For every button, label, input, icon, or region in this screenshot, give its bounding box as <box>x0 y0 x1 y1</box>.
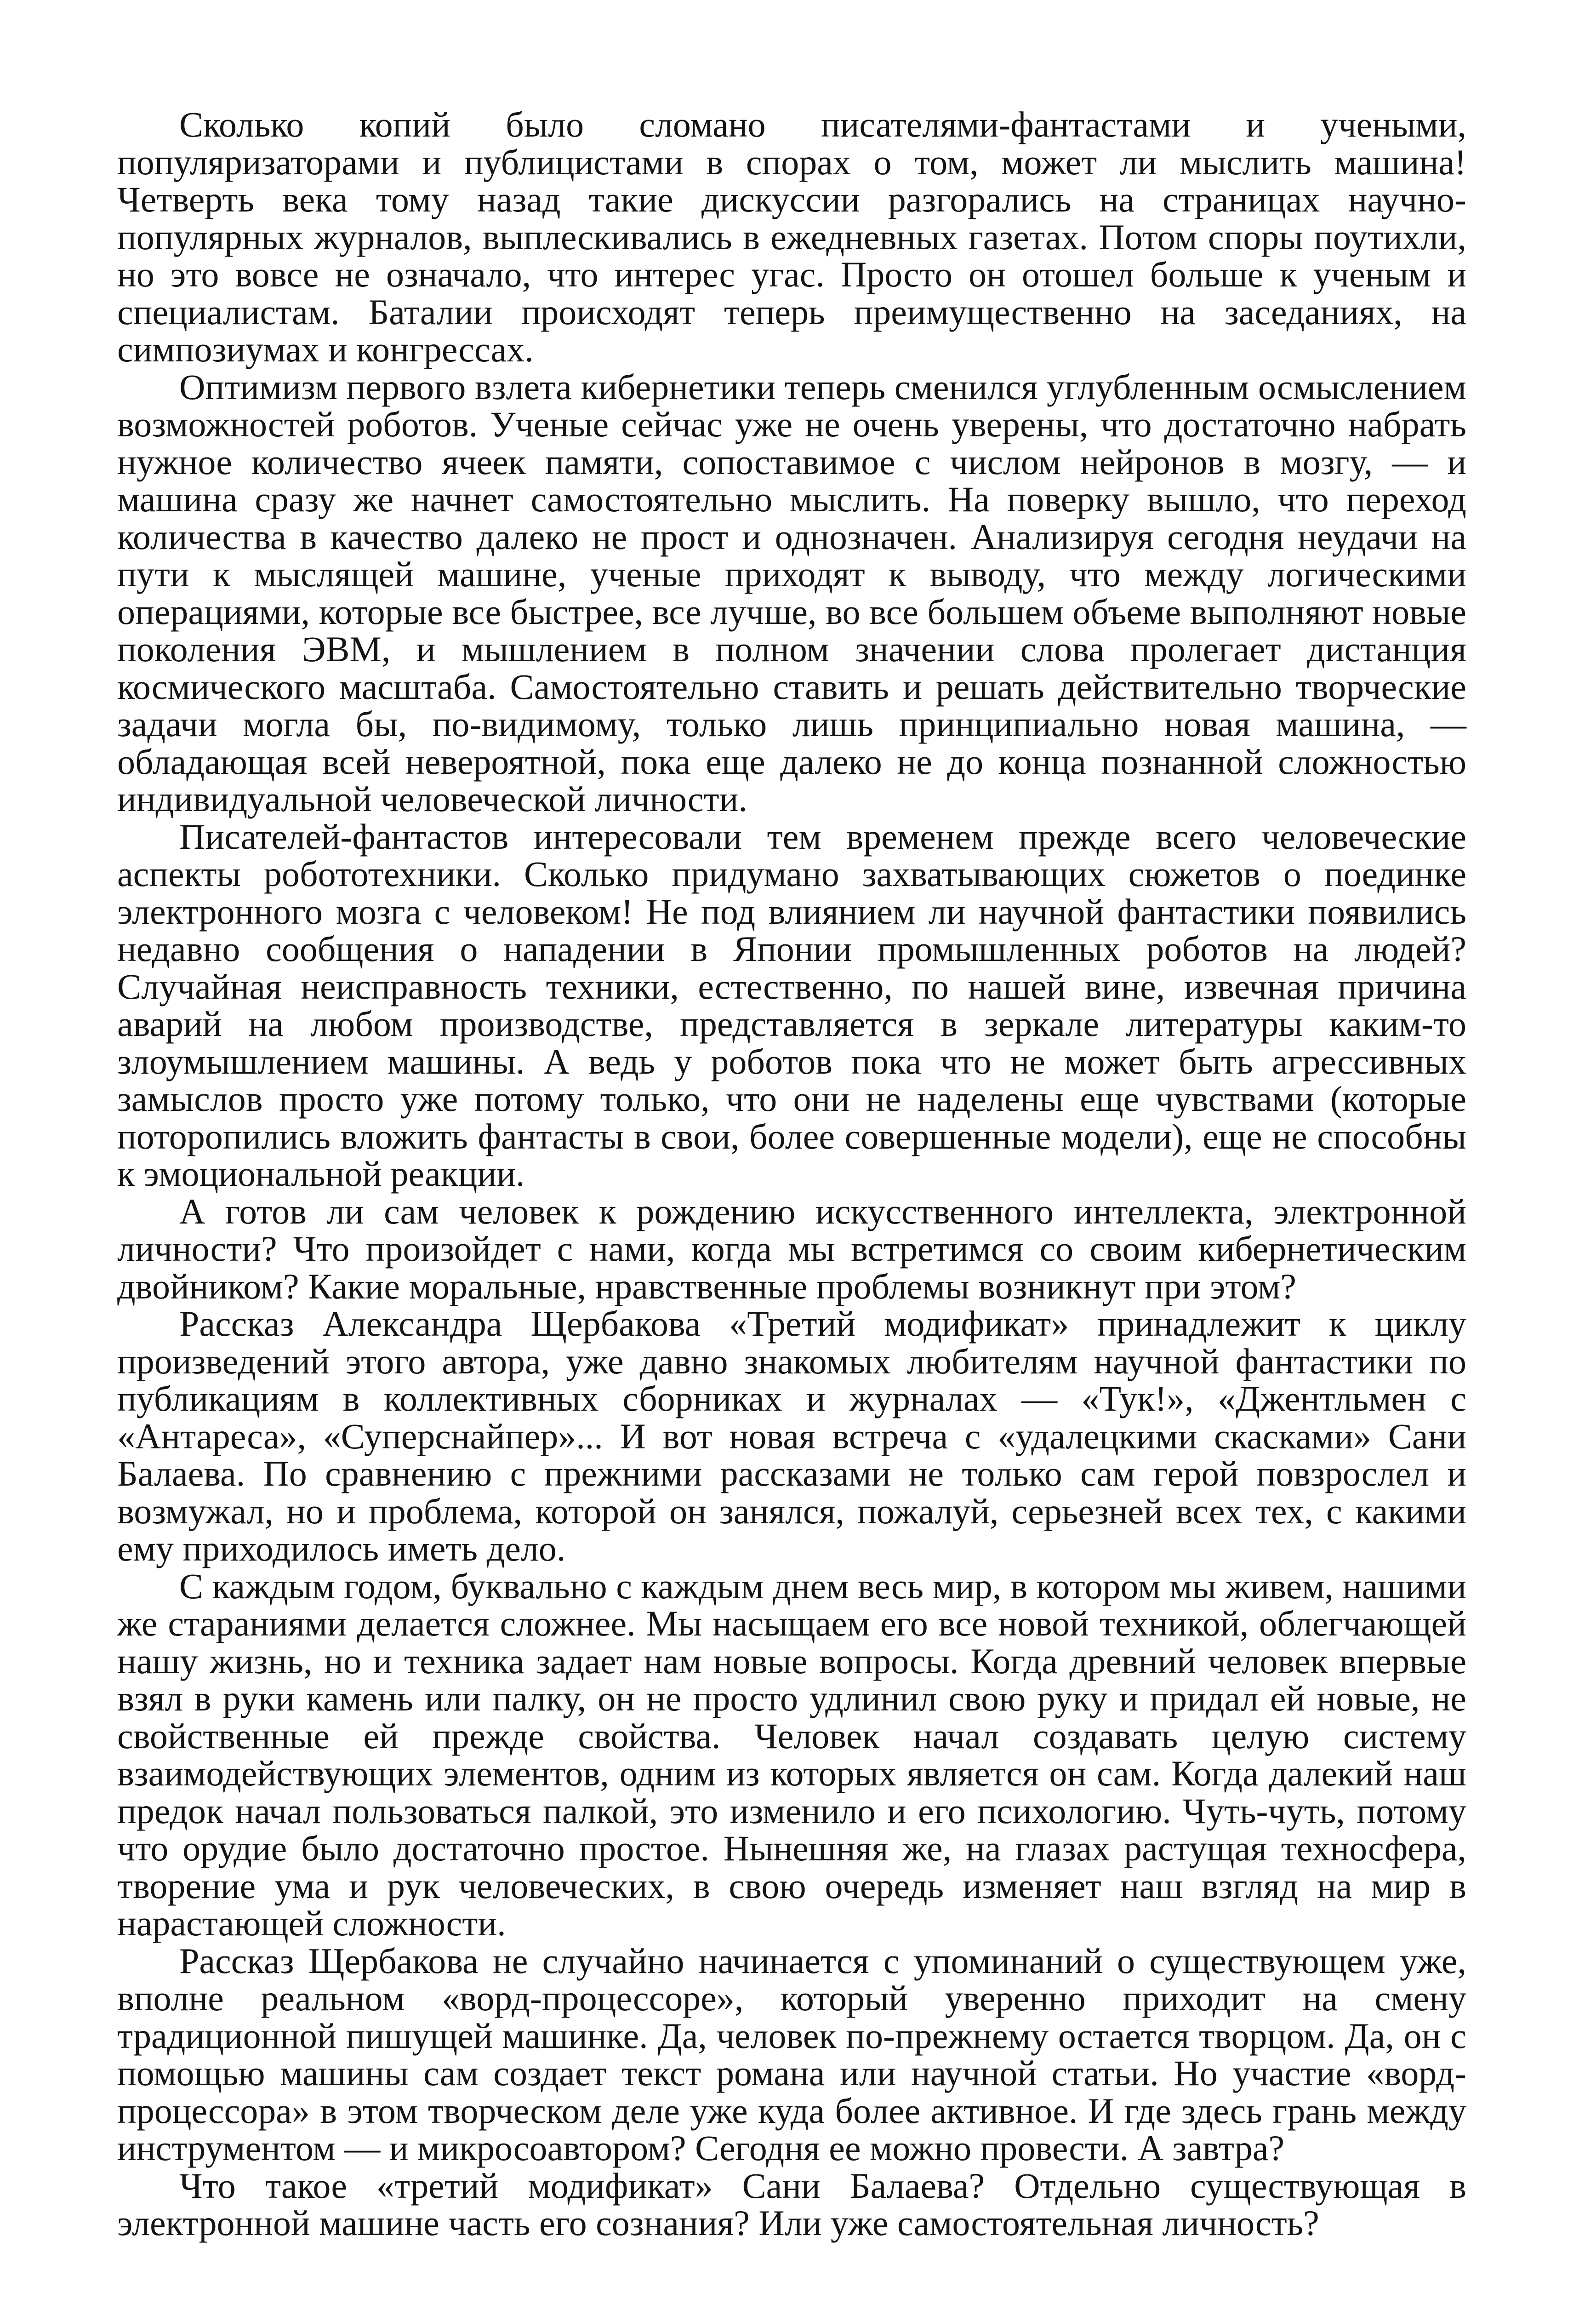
paragraph-6: С каждым годом, буквально с каждым днем весь мир, в котором мы живем, нашими же стараниями делается сложнее. Мы насыщаем его все новой техникой, облегчающей нашу жизнь, но и техника задает нам новые вопросы. Когда древний человек впервые взял в руки камень или палку, он не просто удлинил свою руку и придал ей новые, не свойственные ей прежде свойства. Человек начал создавать целую систему взаимодействующих элементов, одним из которых является он сам. Когда далекий наш предок начал пользоваться палкой, это изменило и его психологию. Чуть-чуть, потому что орудие было достаточно простое. Нынешняя же, на глазах растущая техносфера, творение ума и рук человеческих, в свою очередь изменяет наш взгляд на мир в нарастающей сложности. <box>117 1566 1466 1943</box>
page-body <box>117 106 1466 2242</box>
paragraph-5: Рассказ Александра Щербакова «Третий модификат» принадлежит к циклу произведений этого автора, уже давно знакомых любителям научной фантастики по публикациям в коллективных сборниках и журналах — «Тук!», «Джентльмен с «Антареса», «Суперснайпер»... И вот новая встреча с «удалецкими скасками» Сани Балаева. По сравнению с прежними рассказами не только сам герой повзрослел и возмужал, но и проблема, которой он занялся, пожалуй, серьезней всех тех, с какими ему приходилось иметь дело. <box>117 1304 1466 1568</box>
paragraph-8: Что такое «третий модификат» Сани Балаева? Отдельно существующая в электронной машине часть его сознания? Или уже самостоятельная личность? <box>117 2165 1466 2243</box>
paragraph-3: Писателей-фантастов интересовали тем временем прежде всего человеческие аспекты робототехники. Сколько придумано захватывающих сюжетов о поединке электронного мозга с человеком! Не под влиянием ли научной фантастики появились недавно сообщения о нападении в Японии промышленных роботов на людей? Случайная неисправность техники, естественно, по нашей вине, извечная причина аварий на любом производстве, представляется в зеркале литературы каким-то злоумышлением машины. А ведь у роботов пока что не может быть агрессивных замыслов просто уже потому только, что они не наделены еще чувствами (которые поторопились вложить фантасты в свои, более совершенные модели), еще не способны к эмоциональной реакции. <box>117 816 1466 1194</box>
paragraph-2: Оптимизм первого взлета кибернетики теперь сменился углубленным осмыслением возможностей роботов. Ученые сейчас уже не очень уверены, что достаточно набрать нужное количество ячеек памяти, сопоставимое с числом нейронов в мозгу, — и машина сразу же начнет самостоятельно мыслить. На поверку вышло, что переход количества в качество далеко не прост и однозначен. Анализируя сегодня неудачи на пути к мыслящей машине, ученые приходят к выводу, что между логическими операциями, которые все быстрее, все лучше, во все большем объеме выполняют новые поколения ЭВМ, и мышлением в полном значении слова пролегает дистанция космического масштаба. Самостоятельно ставить и решать действительно творческие задачи могла бы, по-видимому, только лишь принципиально новая машина, — обладающая всей невероятной, пока еще далеко не до конца познанной сложностью индивидуальной человеческой личности. <box>117 366 1466 819</box>
paragraph-4: А готов ли сам человек к рождению искусственного интеллекта, электронной личности? Что произойдет с нами, когда мы встретимся со своим кибернетическим двойником? Какие моральные, нравственные проблемы возникнут при этом? <box>117 1191 1466 1306</box>
paragraph-7: Рассказ Щербакова не случайно начинается с упоминаний о существующем уже, вполне реальном «ворд-процессоре», который уверенно приходит на смену традиционной пишущей машинке. Да, человек по-прежнему остается творцом. Да, он с помощью машины сам создает текст романа или научной статьи. Но участие «ворд-процессора» в этом творческом деле уже куда более активное. И где здесь грань между инструментом — и микросоавтором? Сегодня ее можно провести. А завтра? <box>117 1940 1466 2168</box>
paragraph-1: Сколько копий было сломано писателями-фантастами и учеными, популяризаторами и публицистами в спорах о том, может ли мыслить машина! Четверть века тому назад такие дискуссии разгорались на страницах научно-популярных журналов, выплескивались в ежедневных газетах. Потом споры поутихли, но это вовсе не означало, что интерес угас. Просто он отошел больше к ученым и специалистам. Баталии происходят теперь преимущественно на заседаниях, на симпозиумах и конгрессах. <box>117 104 1466 369</box>
